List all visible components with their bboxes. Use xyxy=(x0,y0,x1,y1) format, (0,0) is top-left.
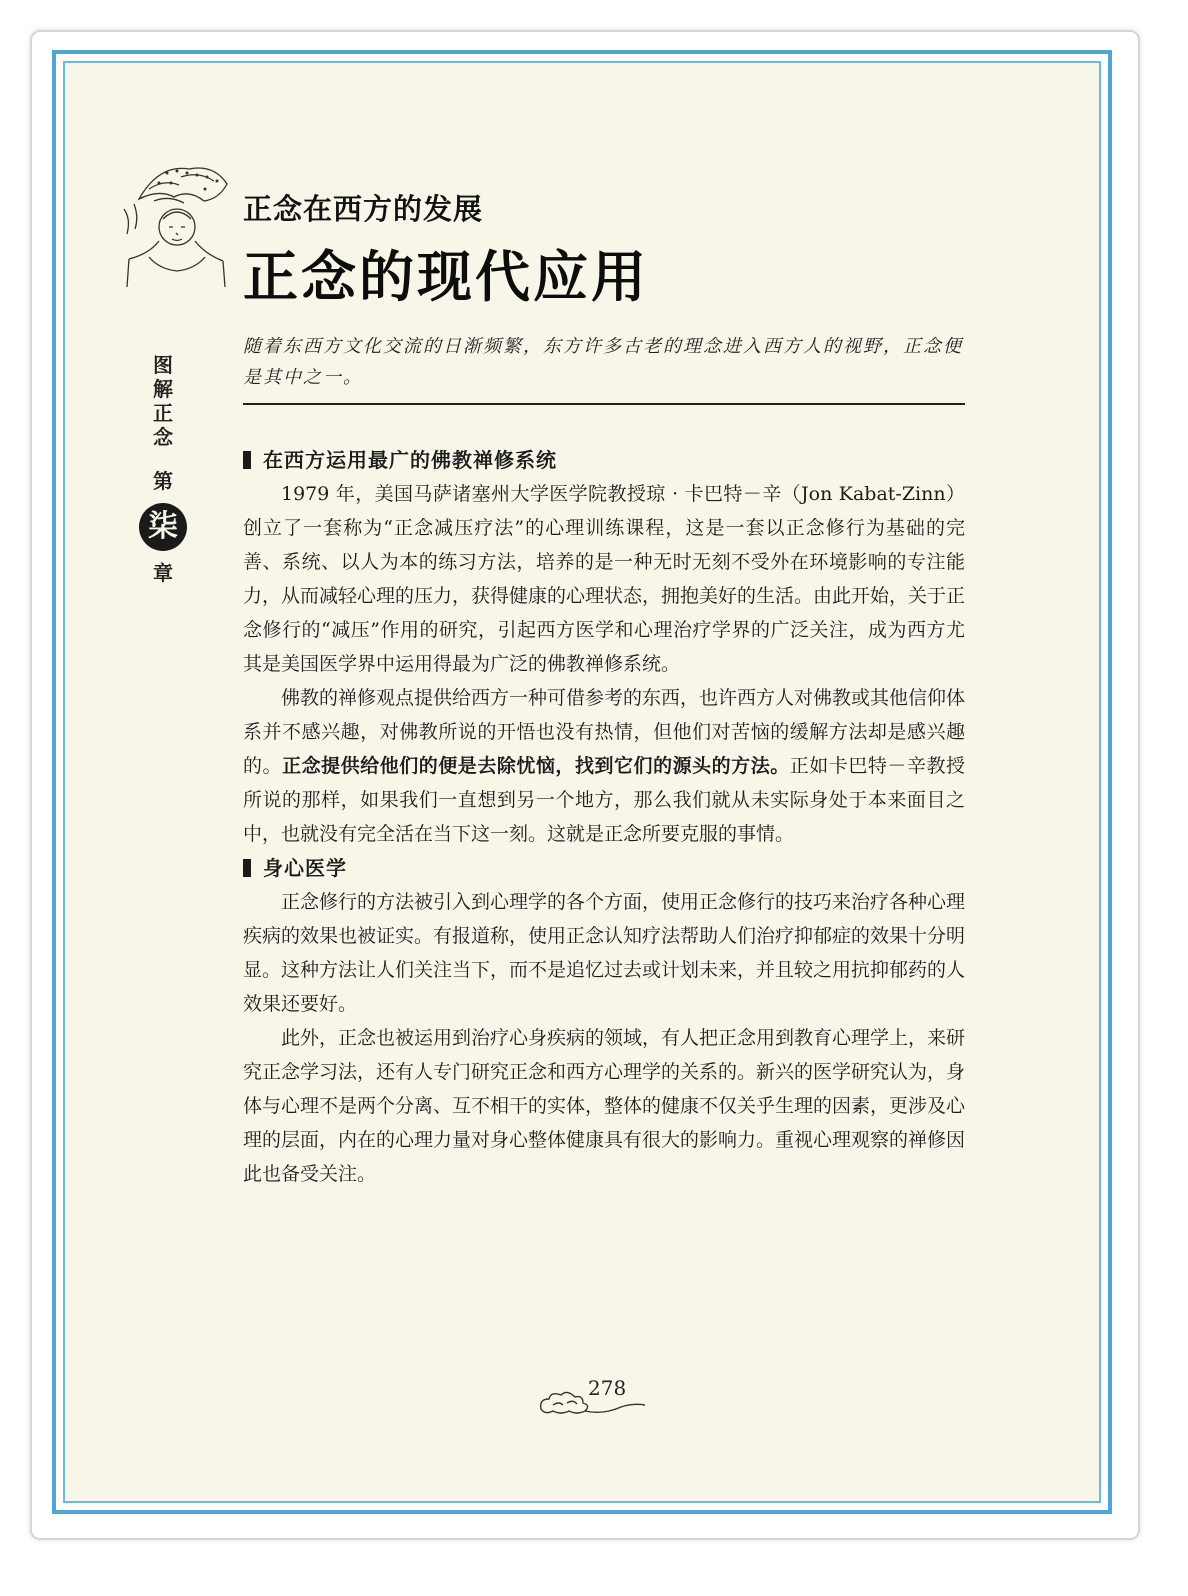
paragraph: 1979 年，美国马萨诸塞州大学医学院教授琼 · 卡巴特－辛（Jon Kabat-Zinn）创立了一套称为“正念减压疗法”的心理训练课程，这是一套以正念修行为基础的完善、系统、以人为本的练习方法，培养的是一种无时无刻不受外在环境影响的专注能力，从而减轻心理的压力，获得健康的心理状态，拥抱美好的生活。由此开始，关于正念修行的“减压”作用的研究，引起西方医学和心理治疗学界的广泛关注，成为西方尤其是美国医学界中运用得最为广泛的佛教禅修系统。 xyxy=(243,483,966,675)
side-char: 念 xyxy=(153,425,173,449)
page-number-area xyxy=(533,1371,653,1421)
heading-marker xyxy=(243,451,251,469)
side-char: 图 xyxy=(153,353,173,377)
side-chapter-label xyxy=(145,353,181,585)
side-char: 第 xyxy=(153,469,173,493)
paragraph: 此外，正念也被运用到治疗心身疾病的领域，有人把正念用到教育心理学上，来研究正念学习法，还有人专门研究正念和西方心理学的关系的。新兴的医学研究认为，身体与心理不是两个分离、互不相干的实体，整体的健康不仅关乎生理的因素，更涉及心理的层面，内在的心理力量对身心整体健康具有很大的影响力。重视心理观察的禅修因此也备受关注。 xyxy=(243,1027,966,1185)
side-char: 章 xyxy=(153,561,173,585)
divider xyxy=(243,403,965,405)
paragraph-text: 佛教的禅修观点提供给西方一种可借参考的东西，也许西方人对佛教或其他信仰体系并不感兴趣，对佛教所说的开悟也没有热情，但他们对苦恼的缓解方法却是感兴趣的。 xyxy=(243,687,966,777)
side-char: 正 xyxy=(153,401,173,425)
paragraph: 正念修行的方法被引入到心理学的各个方面，使用正念修行的技巧来治疗各种心理疾病的效果也被证实。有报道称，使用正念认知疗法帮助人们治疗抑郁症的效果十分明显。这种方法让人们关注当下，而不是追忆过去或计划未来，并且较之用抗抑郁药的人效果还要好。 xyxy=(243,891,966,1015)
page-title: 正念的现代应用 xyxy=(243,245,650,309)
page-number: 278 xyxy=(588,1376,627,1400)
article-body xyxy=(243,443,965,1191)
intro-text: 随着东西方文化交流的日渐频繁，东方许多古老的理念进入西方人的视野，正念便是其中之一。 xyxy=(243,336,963,388)
chapter-number-badge: 柒 xyxy=(139,503,187,551)
monk-illustration xyxy=(119,159,231,289)
page-content xyxy=(63,61,1101,1503)
section-heading-text: 在西方运用最广的佛教禅修系统 xyxy=(263,448,557,472)
section-heading xyxy=(243,443,965,477)
paragraph xyxy=(243,681,965,851)
heading-marker xyxy=(243,859,251,877)
section-subtitle: 正念在西方的发展 xyxy=(243,192,484,226)
section-heading xyxy=(243,851,965,885)
side-char: 解 xyxy=(153,377,173,401)
paragraph-text: 正如卡巴特－辛教授所说的那样，如果我们一直想到另一个地方，那么我们就从未实际身处于本来面目之中，也就没有完全活在当下这一刻。这就是正念所要克服的事情。 xyxy=(243,755,965,845)
page-frame xyxy=(52,50,1112,1514)
emphasis-text: 正念提供给他们的便是去除忧恼，找到它们的源头的方法。 xyxy=(282,755,790,777)
section-heading-text: 身心医学 xyxy=(263,856,347,880)
